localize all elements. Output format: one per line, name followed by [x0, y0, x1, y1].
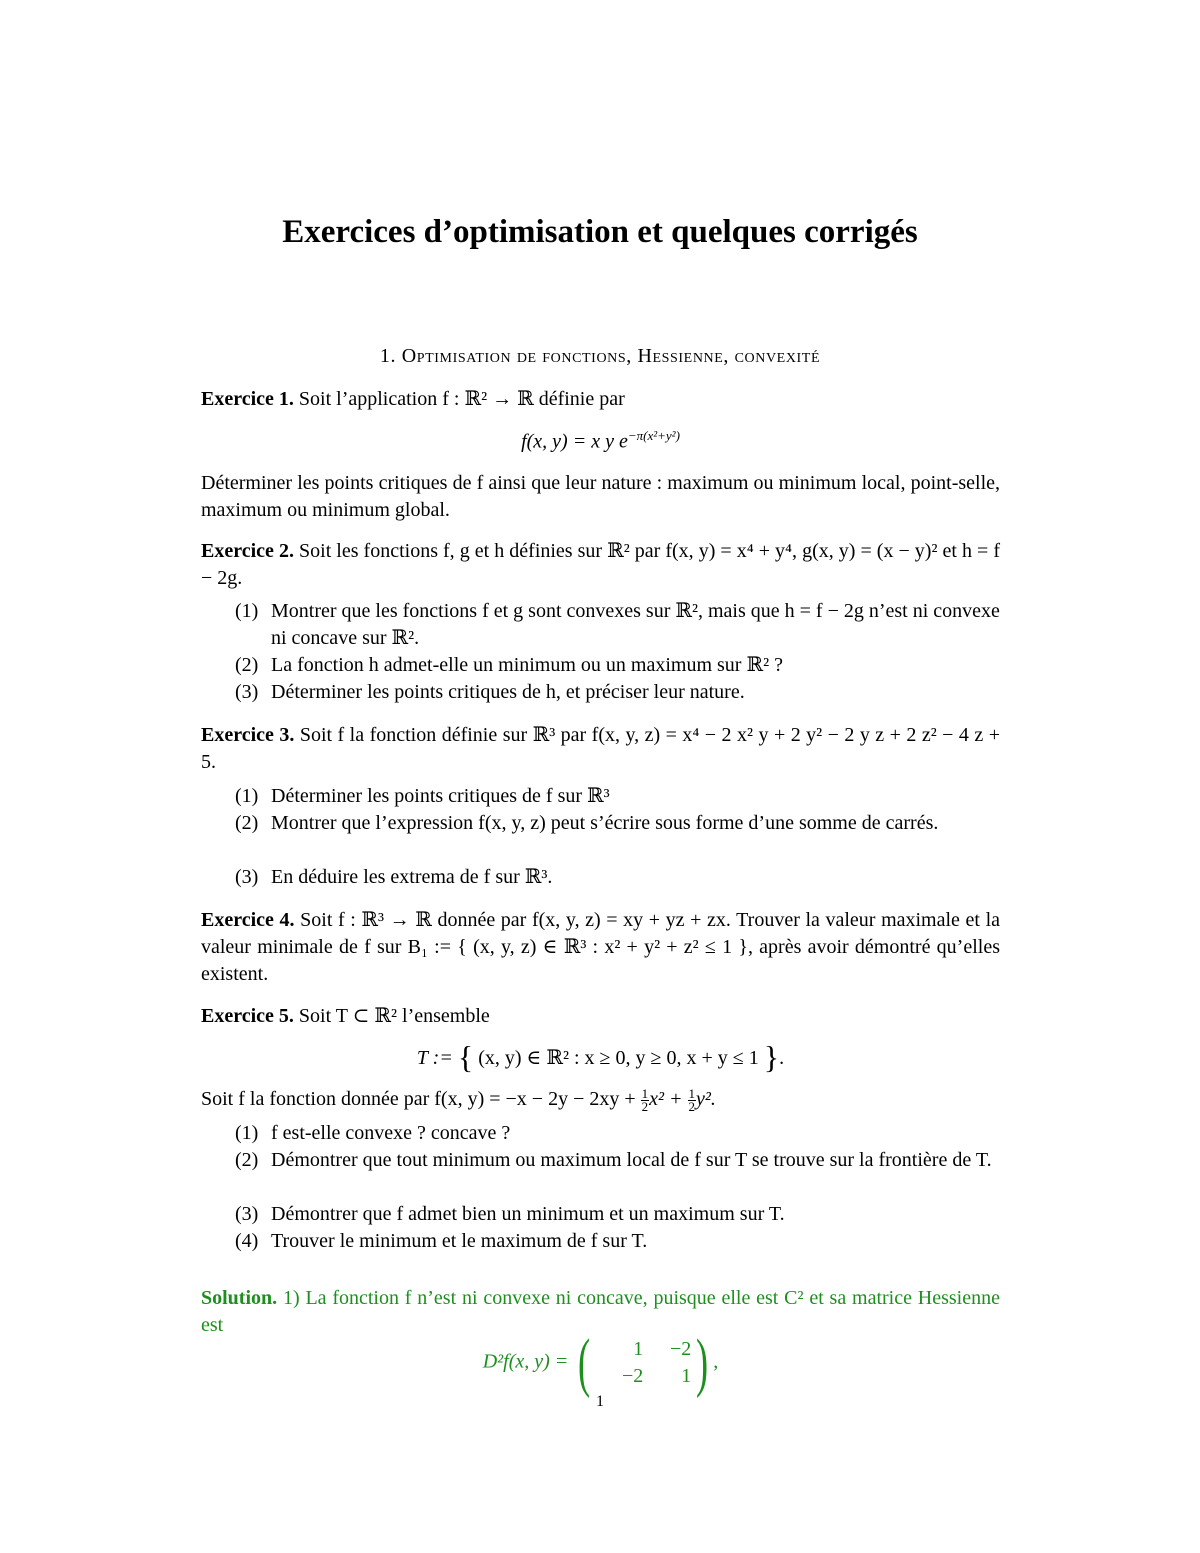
section-title: Optimisation de fonctions, Hessienne, convexité: [401, 345, 821, 367]
exercise-1-formula-exponent: −π(x²+y²): [627, 428, 680, 443]
matrix-cell: 1: [681, 1365, 692, 1387]
exercise-5-set-definition: [201, 1039, 1000, 1076]
item-text: La fonction h admet-elle un minimum ou un maximum sur ℝ² ?: [271, 654, 783, 676]
exercise-5-function: [201, 1086, 1000, 1113]
matrix-cell: −2: [622, 1365, 644, 1387]
item-text: Démontrer que tout minimum ou maximum local de f sur T se trouve sur la frontière de T.: [271, 1149, 992, 1171]
exercise-5-intro: [201, 1003, 1000, 1030]
section-heading: [0, 345, 1200, 368]
item-text: Montrer que l’expression f(x, y, z) peut s’écrire sous forme d’une somme de carrés.: [271, 812, 939, 834]
function-y2: y².: [696, 1088, 716, 1110]
fraction-denominator: 2: [688, 1098, 696, 1114]
exercise-3-intro: [201, 722, 1000, 776]
item-text: Déterminer les points critiques de f sur ℝ³: [271, 785, 610, 807]
exercise-5-intro-text: Soit T ⊂ ℝ² l’ensemble: [298, 1005, 490, 1027]
exercise-5-label: Exercice 5.: [201, 1005, 294, 1027]
exercise-4-text: Soit f : ℝ³ → ℝ donnée par f(x, y, z) = xy + yz + zx. Trouver la valeur maximale et la valeur minimale de f sur B₁ := { (x, y, z) ∈ ℝ³ : x² + y² + z² ≤ 1 }, après avoir démontré qu’elles existent.: [201, 909, 1001, 985]
set-lhs: T :=: [416, 1047, 453, 1069]
matrix-cell: 1: [633, 1338, 644, 1360]
exercise-2-intro: [201, 538, 1000, 592]
function-prefix: Soit f la fonction donnée par f(x, y) = −x − 2y − 2xy +: [201, 1088, 636, 1110]
solution-body: 1) La fonction f n’est ni convexe ni concave, puisque elle est C² et sa matrice Hessienne est: [201, 1287, 1000, 1336]
item-text: Montrer que les fonctions f et g sont convexes sur ℝ², mais que h = f − 2g n’est ni convexe ni concave sur ℝ².: [271, 600, 1000, 649]
item-text: En déduire les extrema de f sur ℝ³.: [271, 866, 553, 888]
matrix-cell: −2: [670, 1338, 692, 1360]
left-brace: {: [457, 1039, 474, 1075]
fraction-numerator: 1: [641, 1085, 649, 1101]
fraction-denominator: 2: [641, 1098, 649, 1114]
hessian-matrix: [595, 1336, 691, 1390]
fraction-half: [641, 1085, 650, 1114]
left-paren: (: [578, 1326, 591, 1399]
exercise-1-intro-text: Soit l’application f : ℝ² → ℝ définie par: [298, 388, 625, 410]
item-number: (4): [235, 1230, 259, 1252]
exercise-1-intro: [201, 386, 1000, 413]
exercise-4-label: Exercice 4.: [201, 909, 295, 931]
item-number: (1): [235, 1122, 259, 1144]
item-number: (3): [235, 866, 259, 888]
hessian-matrix-equation: [201, 1326, 1000, 1399]
function-x2: x² +: [649, 1088, 683, 1110]
exercise-1-label: Exercice 1.: [201, 388, 294, 410]
item-number: (2): [235, 1149, 259, 1171]
set-body: (x, y) ∈ ℝ² : x ≥ 0, y ≥ 0, x + y ≤ 1: [478, 1047, 759, 1069]
exercise-3-intro-text: Soit f la fonction définie sur ℝ³ par f(x, y, z) = x⁴ − 2 x² y + 2 y² − 2 y z + 2 z² − 4 z + 5.: [201, 724, 1001, 773]
item-number: (2): [235, 654, 259, 676]
item-number: (1): [235, 600, 259, 622]
fraction-half: [688, 1085, 697, 1114]
item-text: Démontrer que f admet bien un minimum et un maximum sur T.: [271, 1203, 785, 1225]
item-number: (3): [235, 681, 259, 703]
section-number: 1.: [379, 345, 397, 367]
set-end: .: [779, 1047, 785, 1069]
solution-label: Solution.: [201, 1287, 278, 1309]
item-text: Trouver le minimum et le maximum de f sur T.: [271, 1230, 648, 1252]
item-number: (2): [235, 812, 259, 834]
hessian-lhs: D²f(x, y) =: [482, 1350, 569, 1373]
equation-end: ,: [713, 1350, 719, 1373]
exercise-1-question: Déterminer les points critiques de f ainsi que leur nature : maximum ou minimum local, point-selle, maximum ou minimum global.: [201, 472, 1000, 521]
document-title: Exercices d’optimisation et quelques corrigés: [282, 214, 918, 250]
fraction-numerator: 1: [688, 1085, 696, 1101]
exercise-1-formula-lhs: f(x, y) = x y e: [521, 430, 628, 453]
exercise-4: [201, 907, 1000, 988]
right-brace: }: [763, 1039, 780, 1075]
item-text: Déterminer les points critiques de h, et préciser leur nature.: [271, 681, 745, 703]
item-number: (1): [235, 785, 259, 807]
exercise-2-label: Exercice 2.: [201, 540, 294, 562]
exercise-3-label: Exercice 3.: [201, 724, 295, 746]
item-text: f est-elle convexe ? concave ?: [271, 1122, 511, 1144]
page-number: 1: [596, 1393, 604, 1410]
right-paren: ): [696, 1326, 709, 1399]
exercise-2-intro-text: Soit les fonctions f, g et h définies sur ℝ² par f(x, y) = x⁴ + y⁴, g(x, y) = (x − y)² et h = f − 2g.: [201, 540, 1001, 589]
item-number: (3): [235, 1203, 259, 1225]
exercise-1-formula: [201, 428, 1000, 454]
